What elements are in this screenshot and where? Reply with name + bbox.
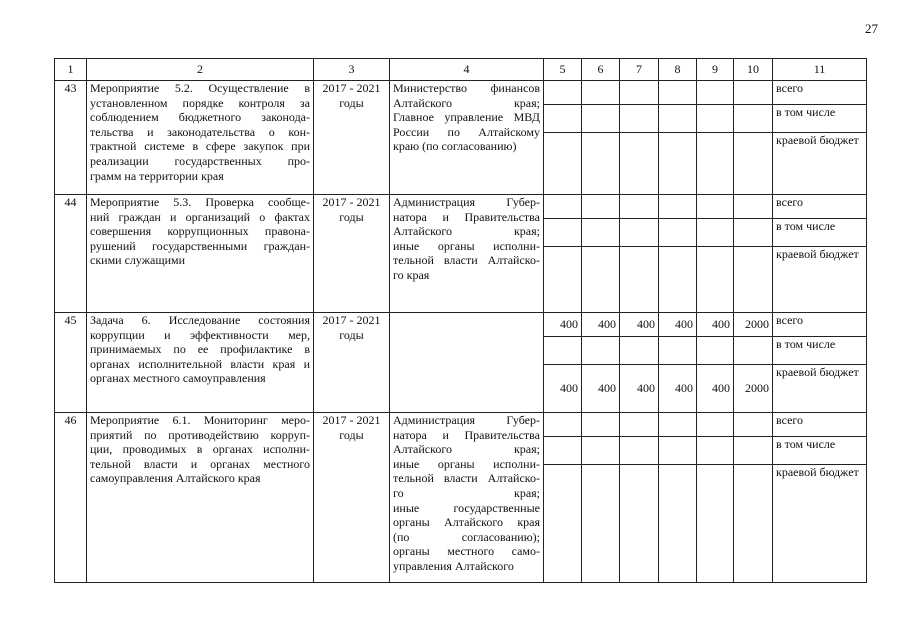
amount-cell: 400: [582, 313, 620, 337]
description-line: Мероприятие 6.1. Мониторинг меро-: [90, 413, 310, 427]
funding-source-label: всего: [773, 413, 867, 437]
funding-source-label: в том числе: [773, 337, 867, 365]
program-table: [54, 58, 867, 583]
amount-cell: [659, 133, 697, 195]
row-number: 43: [55, 81, 87, 195]
activity-description: [87, 81, 314, 195]
amount-cell: [697, 337, 734, 365]
header-cell: 5: [544, 59, 582, 81]
amount-cell: [697, 413, 734, 437]
funding-source-label: краевой бюджет: [773, 365, 867, 413]
amount-cell: 2000: [734, 365, 773, 413]
header-row: [55, 59, 867, 81]
amount-cell: [582, 219, 620, 247]
years-cell: 2017 - 2021 годы: [314, 413, 390, 583]
description-line: совершения коррупционных правона-: [90, 224, 310, 239]
executor-line: Главное управление МВД: [393, 110, 540, 125]
amount-cell: [697, 105, 734, 133]
description-line: тельства и законодательства о кон-: [90, 124, 310, 139]
amount-cell: [659, 195, 697, 219]
description-line: ции, проводимых в органах исполни-: [90, 442, 310, 457]
page-number: 27: [865, 21, 878, 36]
amount-cell: 400: [582, 365, 620, 413]
description-line: установленном порядке контроля за: [90, 95, 310, 110]
executor-line: тельной власти Алтайско-: [393, 471, 540, 486]
amount-cell: [582, 195, 620, 219]
funding-source-label: краевой бюджет: [773, 465, 867, 583]
amount-cell: 400: [620, 313, 659, 337]
amount-cell: [582, 247, 620, 313]
amount-cell: 400: [659, 365, 697, 413]
description-line: скими служащими: [90, 253, 186, 268]
table-row: [55, 195, 867, 219]
executor-line: Администрация Губер-: [393, 413, 540, 427]
executor-line: (по согласованию);: [393, 529, 540, 544]
amount-cell: [734, 133, 773, 195]
amount-cell: [659, 105, 697, 133]
amount-cell: [582, 465, 620, 583]
amount-cell: [582, 337, 620, 365]
amount-cell: [734, 81, 773, 105]
funding-source-label: краевой бюджет: [773, 133, 867, 195]
amount-cell: [659, 437, 697, 465]
amount-cell: [582, 133, 620, 195]
funding-source-label: в том числе: [773, 219, 867, 247]
amount-cell: [734, 465, 773, 583]
description-line: принимаемых по ее профилактике в: [90, 342, 310, 357]
executor-line: Алтайского края;: [393, 442, 540, 457]
description-line: органах исполнительной власти края и: [90, 356, 310, 371]
activity-description: [87, 313, 314, 413]
amount-cell: [582, 105, 620, 133]
header-cell: 1: [55, 59, 87, 81]
executor-line: органы Алтайского края: [393, 515, 540, 530]
executor-line: тельной власти Алтайско-: [393, 253, 540, 268]
funding-source-label: в том числе: [773, 105, 867, 133]
description-line: Задача 6. Исследование состояния: [90, 313, 310, 327]
amount-cell: 2000: [734, 313, 773, 337]
amount-cell: [620, 337, 659, 365]
executor-cell: [390, 195, 544, 313]
executor-line: России по Алтайскому: [393, 124, 540, 139]
amount-cell: [697, 219, 734, 247]
amount-cell: [697, 247, 734, 313]
amount-cell: 400: [697, 365, 734, 413]
amount-cell: [544, 219, 582, 247]
description-line: реализации государственных про-: [90, 153, 310, 168]
years-cell: 2017 - 2021 годы: [314, 81, 390, 195]
description-line: органах местного самоуправления: [90, 371, 266, 386]
amount-cell: [620, 195, 659, 219]
header-cell: 2: [87, 59, 314, 81]
amount-cell: [734, 247, 773, 313]
amount-cell: [620, 219, 659, 247]
amount-cell: [544, 465, 582, 583]
description-line: рушений государственными граждан-: [90, 238, 310, 253]
executor-line: Алтайского края;: [393, 95, 540, 110]
activity-description: [87, 195, 314, 313]
amount-cell: [544, 195, 582, 219]
amount-cell: [620, 437, 659, 465]
executor-cell: [390, 413, 544, 583]
executor-line: краю (по согласованию): [393, 139, 517, 154]
amount-cell: [620, 247, 659, 313]
amount-cell: [659, 81, 697, 105]
description-line: Мероприятие 5.3. Проверка сообще-: [90, 195, 310, 209]
description-line: ний граждан и организаций о фактах: [90, 209, 310, 224]
amount-cell: [659, 337, 697, 365]
executor-line: иные государственные: [393, 500, 540, 515]
header-cell: 6: [582, 59, 620, 81]
row-number: 45: [55, 313, 87, 413]
amount-cell: [620, 105, 659, 133]
description-line: Мероприятие 5.2. Осуществление в: [90, 81, 310, 95]
amount-cell: [734, 105, 773, 133]
executor-line: го края;: [393, 485, 540, 500]
funding-source-label: всего: [773, 81, 867, 105]
description-line: приятий по противодействию корруп-: [90, 427, 310, 442]
amount-cell: [697, 195, 734, 219]
table-row: [55, 313, 867, 337]
row-number: 44: [55, 195, 87, 313]
header-cell: 4: [390, 59, 544, 81]
executor-line: Алтайского края;: [393, 224, 540, 239]
executor-cell: [390, 81, 544, 195]
executor-line: натора и Правительства: [393, 427, 540, 442]
executor-line: управления Алтайского: [393, 558, 514, 573]
funding-source-label: в том числе: [773, 437, 867, 465]
amount-cell: [734, 437, 773, 465]
amount-cell: [582, 437, 620, 465]
amount-cell: [620, 133, 659, 195]
amount-cell: [620, 81, 659, 105]
amount-cell: [544, 437, 582, 465]
amount-cell: [697, 133, 734, 195]
amount-cell: 400: [659, 313, 697, 337]
header-cell: 10: [734, 59, 773, 81]
executor-line: Министерство финансов: [393, 81, 540, 95]
executor-line: органы местного само-: [393, 544, 540, 559]
funding-source-label: всего: [773, 195, 867, 219]
row-number: 46: [55, 413, 87, 583]
funding-source-label: краевой бюджет: [773, 247, 867, 313]
amount-cell: [659, 413, 697, 437]
amount-cell: 400: [544, 365, 582, 413]
amount-cell: [544, 133, 582, 195]
header-cell: 7: [620, 59, 659, 81]
amount-cell: 400: [620, 365, 659, 413]
amount-cell: [697, 465, 734, 583]
amount-cell: [697, 437, 734, 465]
amount-cell: [659, 219, 697, 247]
amount-cell: [582, 413, 620, 437]
amount-cell: [544, 105, 582, 133]
amount-cell: [620, 413, 659, 437]
table-row: [55, 81, 867, 105]
activity-description: [87, 413, 314, 583]
amount-cell: [734, 195, 773, 219]
header-cell: 8: [659, 59, 697, 81]
description-line: тельной власти и органах местного: [90, 456, 310, 471]
amount-cell: [582, 81, 620, 105]
header-cell: 9: [697, 59, 734, 81]
amount-cell: [734, 413, 773, 437]
amount-cell: [659, 465, 697, 583]
executor-cell: [390, 313, 544, 413]
amount-cell: [734, 337, 773, 365]
years-cell: 2017 - 2021 годы: [314, 313, 390, 413]
executor-line: го края: [393, 267, 430, 282]
description-line: грамм на территории края: [90, 168, 224, 183]
description-line: трактной системе в сфере закупок при: [90, 139, 310, 154]
amount-cell: [697, 81, 734, 105]
amount-cell: [544, 81, 582, 105]
header-cell: 11: [773, 59, 867, 81]
table-row: [55, 413, 867, 437]
amount-cell: [544, 337, 582, 365]
amount-cell: 400: [697, 313, 734, 337]
amount-cell: [620, 465, 659, 583]
executor-line: Администрация Губер-: [393, 195, 540, 209]
amount-cell: 400: [544, 313, 582, 337]
header-cell: 3: [314, 59, 390, 81]
description-line: самоуправления Алтайского края: [90, 471, 261, 486]
years-cell: 2017 - 2021 годы: [314, 195, 390, 313]
executor-line: натора и Правительства: [393, 209, 540, 224]
amount-cell: [544, 413, 582, 437]
executor-line: иные органы исполни-: [393, 456, 540, 471]
description-line: коррупции и эффективности мер,: [90, 327, 310, 342]
description-line: соблюдением бюджетного законода-: [90, 110, 310, 125]
amount-cell: [734, 219, 773, 247]
amount-cell: [659, 247, 697, 313]
executor-line: иные органы исполни-: [393, 238, 540, 253]
funding-source-label: всего: [773, 313, 867, 337]
amount-cell: [544, 247, 582, 313]
